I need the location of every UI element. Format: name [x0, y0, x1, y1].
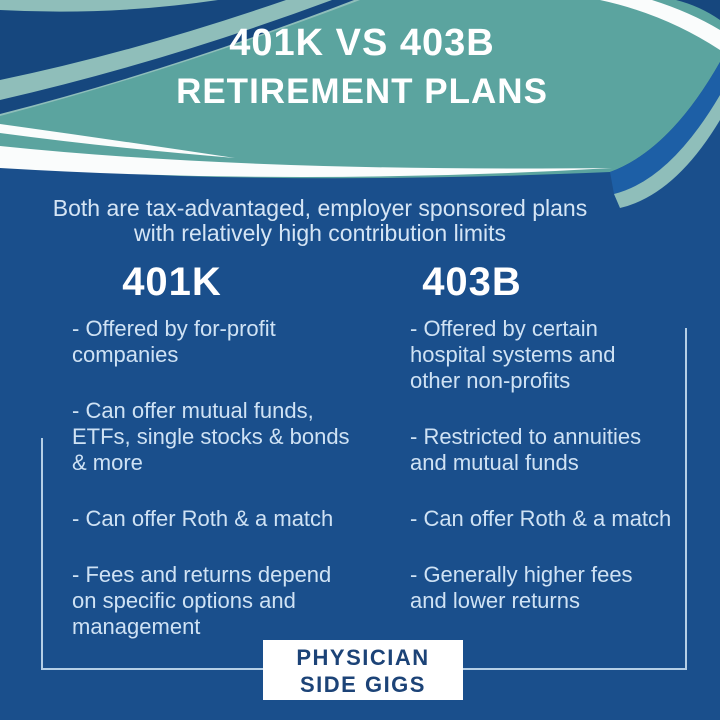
column-heading-403b: 403B — [422, 260, 522, 304]
bullet-401k-investments: - Can offer mutual funds, ETFs, single stocks & bonds & more — [72, 398, 350, 475]
bullet-401k-roth: - Can offer Roth & a match — [72, 506, 334, 531]
frame-line-left — [41, 438, 43, 670]
intro-text — [0, 196, 640, 246]
intro-line1: Both are tax-advantaged, employer sponsored plans — [52, 195, 588, 221]
column-403b — [410, 316, 710, 614]
bullet-403b-roth: - Can offer Roth & a match — [410, 506, 672, 531]
bullet-401k-fees: - Fees and returns depend on specific options and management — [72, 562, 332, 639]
brand-name-line1: PHYSICIAN — [296, 645, 430, 670]
frame-line-bottom-left — [41, 668, 263, 670]
frame-line-bottom-right — [463, 668, 687, 670]
brand-name-line2: SIDE GIGS — [300, 672, 426, 697]
intro-line2: with relatively high contribution limits — [134, 220, 506, 246]
page-title-line1: 401K VS 403B — [229, 22, 495, 64]
bullet-403b-offered: - Offered by certain hospital systems and other non-profits — [410, 316, 616, 393]
bullet-401k-offered: - Offered by for-profit companies — [72, 316, 276, 367]
frame-line-right — [685, 328, 687, 670]
bullet-403b-restricted: - Restricted to annuities and mutual funds — [410, 424, 642, 475]
brand-box — [263, 640, 463, 700]
page-title-line2: RETIREMENT PLANS — [176, 72, 548, 111]
column-401k — [72, 316, 372, 640]
bullet-403b-fees: - Generally higher fees and lower returns — [410, 562, 633, 613]
column-heading-401k: 401K — [122, 260, 222, 304]
